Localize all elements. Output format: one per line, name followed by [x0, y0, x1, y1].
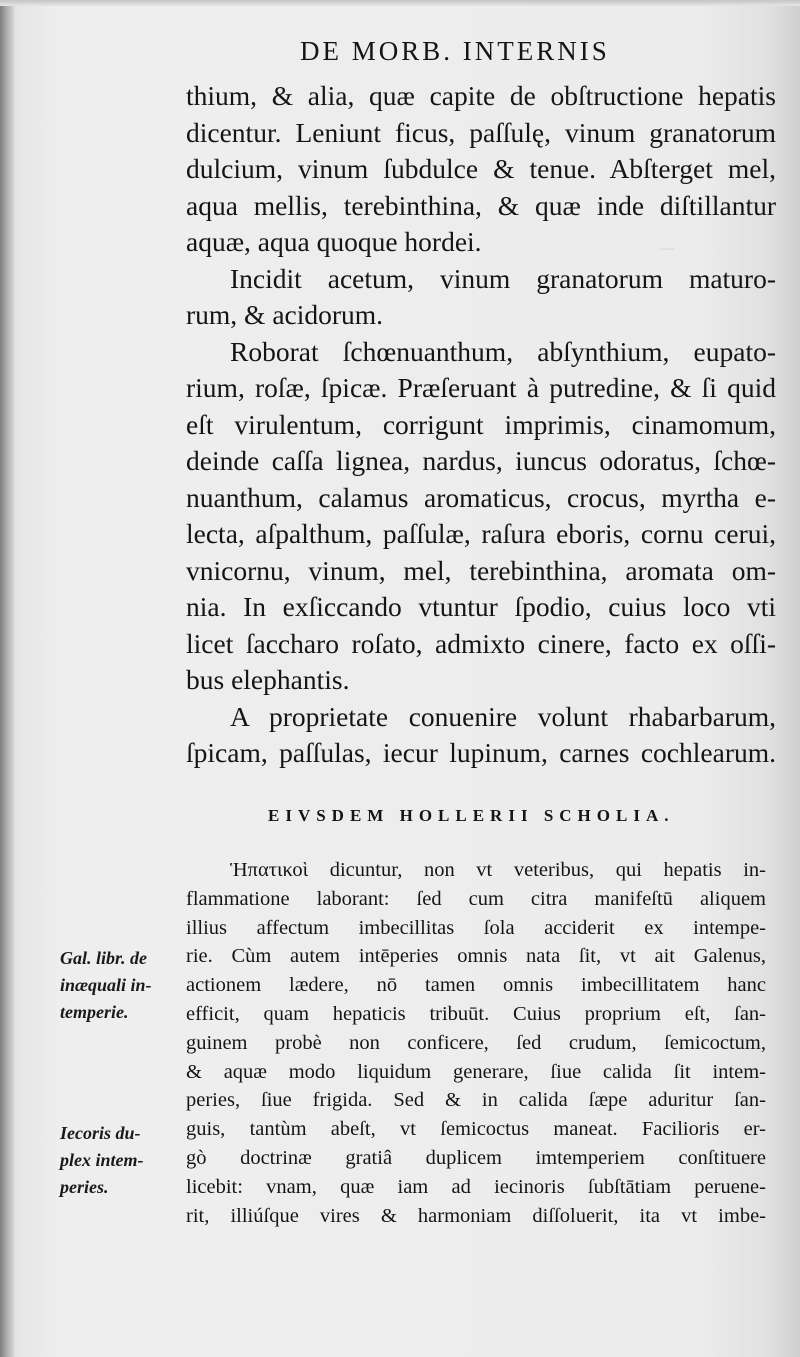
scholia-line: guinem probè non conficere, ſed crudum, ſemicoctum,: [186, 1031, 766, 1054]
text-line: dicentur. Leniunt ficus, paſſulę, vinum granatorum: [186, 116, 776, 148]
bleed-through: —: [660, 240, 675, 257]
text-line: aquæ, aqua quoque hordei.: [186, 226, 482, 257]
text-line: ſpicam, paſſulas, iecur lupinum, carnes cochlearum.: [186, 737, 776, 768]
scholia-line: rie. Cùm autem intēperies omnis nata ſit, vt ait Galenus,: [186, 945, 766, 968]
scholia-line: illius affectum imbecillitas ſola acciderit ex intempe-: [186, 916, 766, 939]
page-gutter-shadow: [0, 0, 14, 1357]
note-line: inæquali in-: [60, 975, 152, 995]
scholia-line: rit, illiúſque vires & harmoniam diſſoluerit, ita vt imbe-: [186, 1204, 766, 1227]
text-line: licet ſaccharo roſato, admixto cinere, facto ex oſſi-: [186, 627, 776, 659]
scholia-line: Ἡπατικοὶ dicuntur, non vt veteribus, qui hepatis in-: [230, 859, 766, 881]
text-line: nia. In exſiccando vtuntur ſpodio, cuius loco vti: [186, 591, 776, 622]
text-line: aqua mellis, terebinthina, & quæ inde diſtillantur: [186, 189, 776, 221]
text-line: A proprietate conuenire volunt rhabarbarum,: [230, 700, 776, 732]
scholia-line: guis, tantùm abeſt, vt ſemicoctus maneat. Facilioris er-: [186, 1118, 766, 1141]
note-line: peries.: [60, 1177, 109, 1197]
scholia-line: licebit: vnam, quæ iam ad iecinoris ſubſtātiam peruene-: [186, 1175, 766, 1198]
page-top-edge: [0, 0, 800, 6]
text-line: thium, & alia, quæ capite de obſtructione hepatis: [186, 80, 776, 111]
text-line: deinde caſſa lignea, nardus, iuncus odoratus, ſchœ-: [186, 445, 776, 476]
running-header: DE MORB. INTERNIS: [300, 36, 610, 66]
scholia-line: peries, ſiue frigida. Sed & in calida ſæpe aduritur ſan-: [186, 1089, 766, 1112]
text-line: bus elephantis.: [186, 664, 350, 695]
note-line: Gal. libr. de: [60, 948, 148, 968]
scholia-text: [186, 856, 766, 1230]
text-line: rum, & acidorum.: [186, 299, 384, 330]
text-line: nuanthum, calamus aromaticus, crocus, myrtha e-: [186, 481, 776, 513]
scholia-line: actionem lædere, nō tamen omnis imbecillitatem hanc: [186, 974, 766, 997]
scholia-line: & aquæ modo liquidum generare, ſiue calida ſit intem-: [186, 1060, 766, 1083]
main-text: [186, 78, 776, 772]
text-line: vnicornu, vinum, mel, terebinthina, aromata om-: [186, 554, 776, 586]
marginal-note-galen: [60, 945, 152, 1026]
note-line: temperie.: [60, 1002, 129, 1022]
text-line: eſt virulentum, corrigunt imprimis, cinamomum,: [186, 408, 776, 440]
marginal-note-iecoris: [60, 1120, 144, 1201]
scholia-line: efficit, quam hepaticis tribuūt. Cuius proprium eſt, ſan-: [186, 1002, 766, 1025]
text-line: dulcium, vinum ſubdulce & tenue. Abſterget mel,: [186, 153, 776, 184]
text-line: lecta, aſpalthum, paſſulæ, raſura eboris, cornu cerui,: [186, 518, 776, 549]
note-line: plex intem-: [60, 1150, 144, 1170]
text-line: Incidit acetum, vinum granatorum maturo-: [230, 262, 776, 294]
text-line: Roborat ſchœnuanthum, abſynthium, eupato-: [230, 335, 776, 367]
text-line: rium, roſæ, ſpicæ. Præſeruant à putredine, & ſi quid: [186, 372, 776, 403]
note-line: Iecoris du-: [60, 1123, 141, 1143]
scholia-line: flammatione laborant: ſed cum citra manifeſtū aliquem: [186, 887, 766, 910]
scholia-line: gò doctrinæ gratiâ duplicem imtemperiem conſtituere: [186, 1146, 766, 1169]
scholia-heading: EIVSDEM HOLLERII SCHOLIA.: [268, 806, 675, 825]
